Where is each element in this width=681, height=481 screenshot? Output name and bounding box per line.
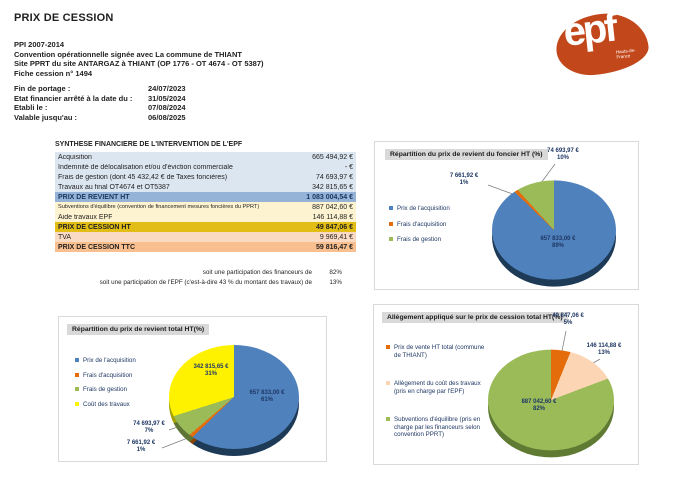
legend-marker bbox=[75, 387, 79, 391]
date-row bbox=[14, 94, 186, 104]
meta-line-convention: Convention opérationnelle signée avec La commune de THIANT bbox=[14, 49, 242, 59]
page-title: PRIX DE CESSION bbox=[14, 12, 114, 24]
participation-block bbox=[60, 268, 344, 288]
date-label: Valable jusqu'au : bbox=[14, 112, 78, 122]
chart-legend bbox=[386, 344, 488, 460]
legend-item: Frais d'acquisition bbox=[389, 221, 450, 229]
document-meta bbox=[14, 40, 264, 78]
chart-title: Répartition du prix de revient du foncier HT (%) bbox=[385, 149, 548, 160]
legend-marker bbox=[386, 417, 390, 421]
legend-item: Allègement du coût des travaux (pris en charge par l'EPF) bbox=[386, 380, 488, 395]
legend-marker bbox=[389, 222, 393, 226]
legend-marker bbox=[75, 358, 79, 362]
chart-title: Allègement appliqué sur le prix de cession total HT(%) bbox=[382, 312, 568, 323]
chart-title: Répartition du prix de revient total HT(%) bbox=[67, 324, 209, 335]
meta-line-fiche: Fiche cession n° 1494 bbox=[14, 68, 93, 78]
legend-item: Prix de l'acquisition bbox=[75, 357, 136, 365]
epf-logo bbox=[556, 5, 652, 80]
meta-line-site: Site PPRT du site ANTARGAZ à THIANT (OP 1776 - OT 4674 - OT 5387) bbox=[14, 59, 264, 69]
table-row-prix-cession-ttc: PRIX DE CESSION TTC 59 816,47 € bbox=[55, 242, 356, 252]
date-label: Etat financier arrêté à la date du : bbox=[14, 93, 133, 103]
date-row bbox=[14, 113, 186, 123]
data-label-frais-acquisition: 7 661,92 € 1% bbox=[126, 440, 156, 453]
date-row bbox=[14, 84, 186, 94]
table-row-tva: TVA 9 969,41 € bbox=[55, 232, 356, 242]
legend-marker bbox=[386, 345, 390, 349]
legend-marker bbox=[75, 402, 79, 406]
data-label-frais-gestion: 74 693,97 € 10% bbox=[547, 148, 579, 161]
synthese-heading: SYNTHESE FINANCIERE DE L'INTERVENTION DE L'EPF bbox=[55, 141, 243, 148]
legend-item: Prix de vente HT total (commune de THIANT) bbox=[386, 344, 488, 359]
data-label-travaux: 342 815,65 € 31% bbox=[193, 364, 229, 377]
table-row-aide-travaux: Aide travaux EPF 146 114,88 € bbox=[55, 212, 356, 222]
table-row-subventions: Subventions d'équilibre (convention de financement mesures foncières du PPRT) 887 042,60 € bbox=[55, 202, 356, 212]
legend-item: Prix de l'acquisition bbox=[389, 205, 450, 213]
table-row-travaux: Travaux au final OT4674 et OT5387 342 815,65 € bbox=[55, 182, 356, 192]
table-row-indemnite: Indemnité de délocalisation et/ou d'éviction commerciale - € bbox=[55, 162, 356, 172]
legend-item: Frais d'acquisition bbox=[75, 372, 136, 380]
chart-legend bbox=[389, 205, 450, 252]
participation-epf: soit une participation de l'EPF (c'est-à-dire 43 % du montant des travaux) de 13% bbox=[99, 279, 342, 286]
chart-allegement-cession bbox=[373, 304, 639, 465]
dates-block bbox=[14, 84, 186, 122]
data-label-acquisition: 657 833,00 € 61% bbox=[249, 390, 285, 403]
epf-logo-blob bbox=[553, 5, 651, 78]
date-value: 06/08/2025 bbox=[148, 112, 186, 122]
date-label: Etabli le : bbox=[14, 103, 48, 113]
date-value: 07/08/2024 bbox=[148, 103, 186, 113]
legend-item: Frais de gestion bbox=[389, 236, 450, 244]
data-label-frais-acquisition: 7 661,92 € 1% bbox=[449, 173, 479, 186]
pie-chart bbox=[492, 168, 616, 292]
chart-prix-revient-total bbox=[58, 316, 327, 462]
table-row-frais-gestion: Frais de gestion (dont 45 432,42 € de Taxes foncières) 74 693,97 € bbox=[55, 172, 356, 182]
legend-marker bbox=[389, 206, 393, 210]
data-label-frais-gestion: 74 693,97 € 7% bbox=[133, 421, 165, 434]
financial-table bbox=[55, 152, 356, 252]
chart-legend bbox=[75, 357, 136, 415]
legend-marker bbox=[75, 373, 79, 377]
data-label-acquisition: 657 833,00 € 89% bbox=[540, 236, 576, 249]
date-row bbox=[14, 103, 186, 113]
table-row-prix-cession-ht: PRIX DE CESSION HT 49 847,06 € bbox=[55, 222, 356, 232]
table-row-acquisition: Acquisition 665 494,92 € bbox=[55, 152, 356, 162]
date-label: Fin de portage : bbox=[14, 84, 71, 93]
legend-marker bbox=[386, 381, 390, 385]
participation-financeurs: soit une participation des financeurs de 82% bbox=[202, 269, 342, 276]
legend-item: Subventions d'équilibre (pris en charge par les financeurs selon convention PPRT) bbox=[386, 416, 488, 439]
date-value: 31/05/2024 bbox=[148, 93, 186, 103]
date-value: 24/07/2023 bbox=[148, 84, 186, 93]
meta-line-ppi: PPI 2007-2014 bbox=[14, 40, 65, 49]
table-row-prix-revient-ht: PRIX DE REVIENT HT 1 083 004,54 € bbox=[55, 192, 356, 202]
data-label-subventions: 887 042,60 € 82% bbox=[521, 399, 557, 412]
legend-item: Frais de gestion bbox=[75, 386, 136, 394]
epf-logo-region: Hauts-de-France bbox=[615, 47, 636, 60]
data-label-prix-vente: 49 847,06 € 5% bbox=[552, 313, 584, 326]
pie-surface bbox=[492, 180, 616, 279]
data-label-allegement-travaux: 146 114,88 € 13% bbox=[586, 343, 622, 356]
chart-prix-revient-foncier bbox=[374, 141, 639, 290]
legend-marker bbox=[389, 237, 393, 241]
legend-item: Coût des travaux bbox=[75, 401, 136, 409]
epf-logo-text: epf bbox=[561, 5, 617, 55]
